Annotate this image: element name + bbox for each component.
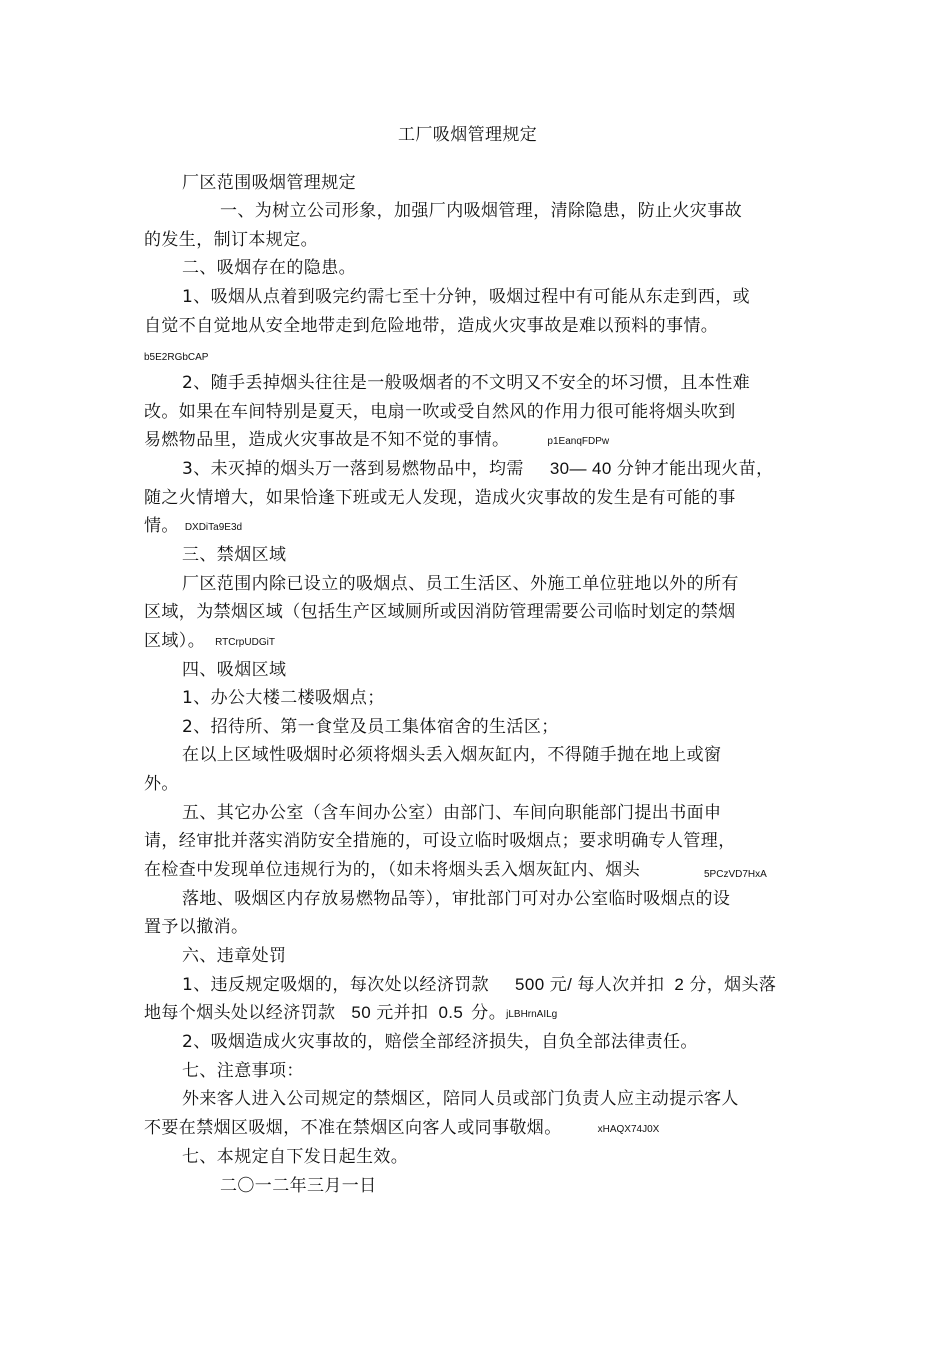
line-text: 3、未灭掉的烟头万一落到易燃物品中，均需 xyxy=(182,459,524,479)
paragraph-line: 厂区范围内除已设立的吸烟点、员工生活区、外施工单位驻地以外的所有 xyxy=(182,574,739,594)
paragraph-line: 外。 xyxy=(144,774,179,794)
line-text: 1、违反规定吸烟的，每次处以经济罚款 xyxy=(182,975,490,995)
page-title: 工厂吸烟管理规定 xyxy=(398,125,538,145)
line-text: 区域）。 xyxy=(144,631,206,651)
document-date: 二〇一二年三月一日 xyxy=(220,1176,377,1196)
paragraph-line: 落地、吸烟区内存放易燃物品等），审批部门可对办公室临时吸烟点的设 xyxy=(182,889,731,909)
section-heading: 四、吸烟区域 xyxy=(182,660,287,680)
reference-code: b5E2RGbCAP xyxy=(144,352,209,363)
paragraph-line: 2、招待所、第一食堂及员工集体宿舍的生活区； xyxy=(182,717,559,737)
section-heading: 五、其它办公室（含车间办公室）由部门、车间向职能部门提出书面申 xyxy=(182,803,722,823)
paragraph-line xyxy=(182,458,774,480)
section-heading: 六、违章处罚 xyxy=(182,946,287,966)
reference-code: DXDiTa9E3d xyxy=(184,522,243,533)
paragraph-line: 1、吸烟从点着到吸完约需七至十分钟，吸烟过程中有可能从东走到西，或 xyxy=(182,287,751,307)
paragraph-line: 外来客人进入公司规定的禁烟区，陪同人员或部门负责人应主动提示客人 xyxy=(182,1089,739,1109)
section-heading: 七、注意事项： xyxy=(182,1061,304,1081)
reference-code: RTCrpUDGiT xyxy=(215,637,275,648)
reference-code: jLBHrnAILg xyxy=(506,1009,558,1020)
line-text: 情。 xyxy=(144,516,179,536)
paragraph-line xyxy=(144,1117,659,1141)
paragraph-line: 1、办公大楼二楼吸烟点； xyxy=(182,688,385,708)
paragraph-line: 在检查中发现单位违规行为的，（如未将烟头丢入烟灰缸内、烟头 xyxy=(144,860,641,880)
paragraph-line xyxy=(144,515,242,539)
paragraph-line: 的发生，制订本规定。 xyxy=(144,230,318,250)
section-heading: 二、吸烟存在的隐患。 xyxy=(182,258,356,278)
line-text: 2 分，烟头落 xyxy=(674,975,777,994)
line-text: 0.5 xyxy=(438,1003,464,1022)
paragraph-line xyxy=(144,429,609,453)
paragraph-line: 改。如果在车间特别是夏天，电扇一吹或受自然风的作用力很可能将烟头吹到 xyxy=(144,402,736,422)
reference-code: 5PCzVD7HxA xyxy=(704,869,767,880)
paragraph-line: 自觉不自觉地从安全地带走到危险地带，造成火灾事故是难以预料的事情。 xyxy=(144,316,719,336)
section-heading: 三、禁烟区域 xyxy=(182,545,287,565)
doc-subtitle: 厂区范围吸烟管理规定 xyxy=(182,173,356,193)
paragraph-line: 随之火情增大，如果恰逢下班或无人发现，造成火灾事故的发生是有可能的事 xyxy=(144,488,736,508)
reference-line xyxy=(704,862,767,886)
reference-line xyxy=(144,345,208,369)
paragraph-line: 在以上区域性吸烟时必须将烟头丢入烟灰缸内，不得随手抛在地上或窗 xyxy=(182,745,722,765)
line-text: 50 元并扣 xyxy=(351,1003,429,1022)
line-text: 不要在禁烟区吸烟，不准在禁烟区向客人或同事敬烟。 xyxy=(144,1118,562,1138)
line-text: 分。 xyxy=(471,1003,507,1023)
line-text: 500 元/ 每人次并扣 xyxy=(515,975,665,994)
paragraph-line: 区域，为禁烟区域（包括生产区域厕所或因消防管理需要公司临时划定的禁烟 xyxy=(144,602,736,622)
paragraph-line: 置予以撤消。 xyxy=(144,917,249,937)
reference-code: xHAQX74J0X xyxy=(597,1124,660,1135)
line-text: 地每个烟头处以经济罚款 xyxy=(144,1003,336,1023)
paragraph-line: 七、本规定自下发日起生效。 xyxy=(182,1147,409,1167)
line-text: 易燃物品里，造成火灾事故是不知不觉的事情。 xyxy=(144,430,510,450)
reference-code: p1EanqFDPw xyxy=(547,436,610,447)
paragraph-line: 2、吸烟造成火灾事故的，赔偿全部经济损失，自负全部法律责任。 xyxy=(182,1032,698,1052)
paragraph-line xyxy=(144,1002,557,1026)
paragraph-line: 一、为树立公司形象，加强厂内吸烟管理，清除隐患，防止火灾事故 xyxy=(220,201,742,221)
paragraph-line xyxy=(144,630,275,654)
paragraph-line: 请，经审批并落实消防安全措施的，可设立临时吸烟点；要求明确专人管理， xyxy=(144,831,736,851)
line-text: 30— 40 分钟才能出现火苗， xyxy=(549,459,774,478)
paragraph-line xyxy=(182,974,776,996)
paragraph-line: 2、随手丢掉烟头往往是一般吸烟者的不文明又不安全的坏习惯，且本性难 xyxy=(182,373,751,393)
